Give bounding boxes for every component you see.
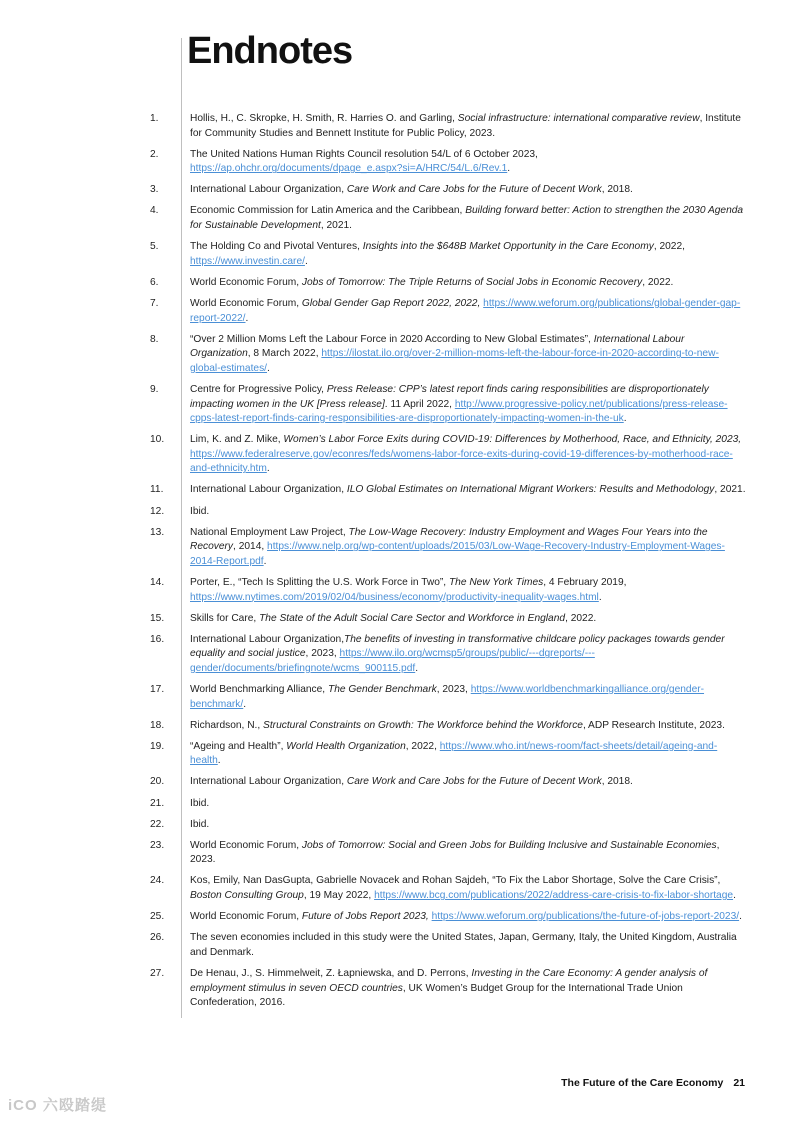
- citation-text: International Labour Organization,: [190, 633, 345, 645]
- citation-text: World Benchmarking Alliance,: [190, 684, 328, 695]
- citation-title: Social infrastructure: international comparative review: [457, 113, 700, 124]
- endnote-number: 8.: [150, 333, 159, 345]
- citation-text: International Labour Organization,: [190, 184, 347, 196]
- citation-text: .: [266, 463, 270, 475]
- citation-text: The United Nations Human Rights Council resolution 54/L of 6 October 2023,: [190, 148, 538, 160]
- endnote-item: [0, 433, 793, 477]
- citation-link[interactable]: https://www.worldbenchmarkingalliance.org/gender-benchmark/: [190, 684, 705, 710]
- endnote-text: [190, 112, 746, 141]
- citation-title: The Gender Benchmark: [327, 684, 437, 695]
- endnote-text: [190, 276, 746, 291]
- endnote-text: [190, 874, 746, 903]
- endnote-item: [0, 683, 793, 712]
- endnote-number: 19.: [150, 740, 165, 752]
- endnote-item: [0, 967, 793, 1011]
- citation-text: National Employment Law Project,: [190, 526, 349, 538]
- endnote-number: 3.: [150, 184, 159, 196]
- citation-text: De Henau, J., S. Himmelweit, Z. Łapniewska, and D. Perrons,: [190, 967, 472, 979]
- citation-title: ILO Global Estimates on International Migrant Workers: Results and Methodology: [346, 484, 715, 496]
- citation-text: World Economic Forum,: [190, 297, 302, 309]
- citation-title: Future of Jobs Report 2023,: [301, 911, 429, 923]
- endnote-item: [0, 333, 793, 377]
- citation-text: , 2023,: [305, 648, 340, 660]
- citation-text: Ibid.: [190, 505, 210, 517]
- citation-title: Boston Consulting Group: [190, 890, 304, 902]
- citation-text: World Economic Forum,: [190, 911, 302, 923]
- endnote-item: [0, 612, 793, 627]
- citation-link[interactable]: https://www.federalreserve.gov/econres/feds/womens-labor-force-exits-during-covid-19-differences-by-motherhood-race-and-ethnicity.htm: [190, 448, 733, 475]
- endnote-number: 17.: [150, 684, 165, 695]
- endnote-number: 11.: [150, 484, 164, 496]
- citation-text: , 2022,: [653, 241, 685, 253]
- endnote-text: [190, 576, 746, 605]
- endnote-item: [0, 797, 793, 812]
- endnote-text: [190, 333, 746, 377]
- citation-link[interactable]: https://www.nelp.org/wp-content/uploads/2015/03/Low-Wage-Recovery-Industry-Employment-Wages-2014-Report.pdf: [190, 541, 725, 567]
- endnote-item: [0, 297, 793, 326]
- citation-link[interactable]: https://www.who.int/news-room/fact-sheets/detail/ageing-and-health: [190, 740, 718, 767]
- endnote-number: 23.: [150, 839, 165, 851]
- citation-text: , 2018.: [601, 184, 633, 196]
- citation-title: Care Work and Care Jobs for the Future of Decent Work: [346, 184, 602, 196]
- citation-link[interactable]: https://www.weforum.org/publications/global-gender-gap-report-2022/: [190, 297, 741, 324]
- citation-title: Women’s Labor Force Exits during COVID-19: Differences by Motherhood, Race, and Ethnicity, 2023,: [283, 434, 742, 446]
- citation-title: Insights into the $648B Market Opportunity in the Care Economy: [362, 241, 654, 253]
- citation-text: .: [245, 312, 249, 324]
- citation-text: , 2023,: [436, 684, 471, 695]
- citation-title: Building forward better: Action to strengthen the 2030 Agenda for Sustainable Development: [190, 205, 744, 232]
- citation-title: International Labour Organization: [190, 333, 685, 360]
- endnote-item: [0, 383, 793, 427]
- endnote-text: [190, 204, 746, 233]
- citation-text: Ibid.: [190, 818, 210, 830]
- endnote-number: 1.: [150, 113, 159, 124]
- citation-title: Jobs of Tomorrow: Social and Green Jobs for Building Inclusive and Sustainable Economies: [301, 839, 717, 851]
- citation-link[interactable]: https://www.ilo.org/wcmsp5/groups/public/---dgreports/---gender/documents/briefingnote/wcms_900115.pdf: [190, 648, 595, 674]
- citation-text: , 2023.: [190, 839, 720, 866]
- citation-text: The seven economies included in this study were the United States, Japan, Germany, Italy, the United Kingdom, Australia and Denmark.: [190, 932, 737, 958]
- endnote-text: [190, 818, 746, 833]
- endnote-number: 26.: [150, 932, 165, 944]
- citation-text: , 8 March 2022,: [247, 348, 322, 360]
- citation-title: Jobs of Tomorrow: The Triple Returns of Social Jobs in Economic Recovery: [301, 276, 643, 288]
- endnote-text: [190, 383, 746, 427]
- citation-text: .: [304, 255, 308, 267]
- citation-text: Lim, K. and Z. Mike,: [190, 434, 284, 446]
- endnote-number: 22.: [150, 818, 165, 830]
- endnote-number: 20.: [150, 776, 165, 788]
- citation-title: The Low-Wage Recovery: Industry Employment and Wages Four Years into the Recovery: [190, 526, 708, 553]
- citation-text: World Economic Forum,: [190, 839, 302, 851]
- endnote-text: [190, 297, 746, 326]
- endnote-item: [0, 839, 793, 868]
- citation-text: The Holding Co and Pivotal Ventures,: [190, 241, 363, 253]
- footer: [561, 1077, 745, 1089]
- citation-text: Ibid.: [190, 797, 210, 809]
- citation-text: .: [507, 163, 511, 175]
- endnote-text: [190, 839, 746, 868]
- citation-text: Richardson, N.,: [190, 719, 264, 731]
- citation-text: Economic Commission for Latin America and the Caribbean,: [190, 205, 466, 217]
- endnote-number: 21.: [150, 797, 165, 809]
- watermark-logo: iCO 六殴踏缇: [8, 1097, 107, 1114]
- page-title: Endnotes: [187, 30, 353, 72]
- endnote-text: [190, 526, 746, 570]
- endnote-item: [0, 112, 793, 141]
- citation-title: Global Gender Gap Report 2022, 2022,: [301, 297, 481, 309]
- citation-text: , 2021.: [714, 484, 746, 496]
- endnote-text: [190, 483, 746, 498]
- endnote-text: [190, 719, 746, 734]
- citation-text: .: [267, 362, 270, 374]
- endnote-item: [0, 183, 793, 198]
- endnote-text: [190, 740, 746, 769]
- endnote-text: [190, 433, 746, 477]
- citation-title: Press Release: CPP’s latest report finds caring responsibilities are disproportionately impacting women in the UK [Press release]: [190, 383, 709, 410]
- citation-title: The New York Times: [448, 576, 544, 588]
- endnote-item: [0, 576, 793, 605]
- endnote-item: [0, 740, 793, 769]
- endnote-item: [0, 483, 793, 498]
- citation-text: World Economic Forum,: [190, 276, 302, 288]
- citation-title: The benefits of investing in transformative childcare policy packages towards gender equality and social justice: [190, 633, 725, 660]
- citation-text: .: [415, 662, 419, 674]
- endnote-item: [0, 505, 793, 520]
- endnote-item: [0, 874, 793, 903]
- citation-text: . 11 April 2022,: [384, 398, 455, 410]
- endnote-text: [190, 931, 746, 960]
- endnote-number: 27.: [150, 967, 165, 979]
- footer-title: The Future of the Care Economy: [561, 1077, 724, 1089]
- endnote-number: 4.: [150, 205, 159, 217]
- endnote-number: 16.: [150, 633, 165, 645]
- endnote-item: [0, 276, 793, 291]
- endnote-item: [0, 526, 793, 570]
- citation-link[interactable]: https://www.weforum.org/publications/the-future-of-jobs-report-2023/: [431, 911, 740, 923]
- citation-text: .: [263, 555, 267, 567]
- citation-text: Hollis, H., C. Skropke, H. Smith, R. Harries O. and Garling,: [190, 113, 458, 124]
- citation-text: , 2014,: [233, 541, 268, 553]
- endnote-number: 25.: [150, 911, 165, 923]
- citation-text: .: [623, 413, 627, 425]
- endnotes-list: [0, 112, 793, 1017]
- citation-title: World Health Organization: [286, 740, 406, 752]
- endnote-number: 13.: [150, 526, 165, 538]
- endnote-item: [0, 775, 793, 790]
- endnote-number: 6.: [150, 276, 159, 288]
- citation-link[interactable]: https://www.bcg.com/publications/2022/address-care-crisis-to-fix-labor-shortage: [374, 890, 734, 902]
- endnote-text: [190, 910, 746, 925]
- citation-title: Care Work and Care Jobs for the Future of Decent Work: [346, 776, 602, 788]
- citation-text: Skills for Care,: [190, 612, 260, 624]
- endnote-number: 9.: [150, 383, 159, 395]
- citation-text: .: [243, 698, 247, 710]
- citation-text: Kos, Emily, Nan DasGupta, Gabrielle Novacek and Rohan Sajdeh, “To Fix the Labor Shortage, Solve the Care Crisis”,: [190, 875, 721, 887]
- endnote-item: [0, 719, 793, 734]
- endnote-text: [190, 775, 746, 790]
- citation-text: Centre for Progressive Policy,: [190, 383, 327, 395]
- endnote-text: [190, 797, 746, 812]
- citation-text: International Labour Organization,: [190, 484, 347, 496]
- citation-text: “Over 2 Million Moms Left the Labour Force in 2020 According to New Global Estimates”,: [190, 333, 594, 345]
- endnote-number: 12.: [150, 505, 165, 517]
- endnote-number: 7.: [150, 297, 159, 309]
- page-number: 21: [733, 1077, 745, 1089]
- endnote-text: [190, 633, 746, 677]
- citation-text: , UK Women’s Budget Group for the International Trade Union Confederation, 2016.: [190, 982, 683, 1009]
- endnote-item: [0, 818, 793, 833]
- endnote-number: 5.: [150, 241, 159, 253]
- citation-text: , ADP Research Institute, 2023.: [582, 719, 725, 731]
- citation-link[interactable]: https://www.nytimes.com/2019/02/04/business/economy/productivity-inequality-wages.html: [190, 591, 599, 603]
- endnote-number: 2.: [150, 148, 159, 160]
- endnote-item: [0, 204, 793, 233]
- endnote-text: [190, 148, 746, 177]
- citation-title: Investing in the Care Economy: A gender analysis of employment stimulus in seven OECD countries: [190, 967, 708, 994]
- citation-title: The State of the Adult Social Care Sector and Workforce in England: [259, 612, 566, 624]
- endnote-item: [0, 148, 793, 177]
- endnote-number: 18.: [150, 719, 165, 731]
- endnote-item: [0, 240, 793, 269]
- citation-text: , 4 February 2019,: [543, 576, 627, 588]
- citation-text: , 2022.: [565, 612, 597, 624]
- citation-link[interactable]: https://ap.ohchr.org/documents/dpage_e.aspx?si=A/HRC/54/L.6/Rev.1: [190, 163, 508, 175]
- endnote-number: 10.: [150, 434, 165, 446]
- citation-link[interactable]: https://www.investin.care/: [190, 255, 305, 267]
- citation-text: , 2022.: [642, 276, 674, 288]
- endnote-text: [190, 612, 746, 627]
- endnote-text: [190, 240, 746, 269]
- endnote-number: 15.: [150, 612, 165, 624]
- citation-text: , 19 May 2022,: [303, 890, 375, 902]
- citation-text: International Labour Organization,: [190, 776, 347, 788]
- citation-text: , 2021.: [320, 220, 352, 232]
- endnote-item: [0, 910, 793, 925]
- endnote-text: [190, 183, 746, 198]
- citation-text: , 2018.: [601, 776, 633, 788]
- endnote-item: [0, 633, 793, 677]
- endnote-number: 14.: [150, 576, 165, 588]
- citation-text: .: [217, 755, 221, 767]
- endnote-text: [190, 683, 746, 712]
- citation-title: Structural Constraints on Growth: The Workforce behind the Workforce: [263, 719, 583, 731]
- citation-text: “Ageing and Health”,: [190, 740, 287, 752]
- citation-text: .: [733, 890, 736, 902]
- citation-link[interactable]: http://www.progressive-policy.net/publications/press-release-cpps-latest-report-finds-caring-responsibilities-are-disproportionately-impacting-women-in-the-uk: [190, 398, 728, 425]
- citation-text: .: [598, 591, 602, 603]
- citation-text: .: [739, 911, 742, 923]
- endnote-text: [190, 505, 746, 520]
- endnote-number: 24.: [150, 875, 165, 887]
- endnote-item: [0, 931, 793, 960]
- citation-text: Porter, E., “Tech Is Splitting the U.S. Work Force in Two”,: [190, 576, 449, 588]
- endnote-text: [190, 967, 746, 1011]
- citation-text: , Institute for Community Studies and Bennett Institute for Public Policy, 2023.: [190, 113, 741, 139]
- citation-text: , 2022,: [405, 740, 440, 752]
- citation-link[interactable]: https://ilostat.ilo.org/over-2-million-moms-left-the-labour-force-in-2020-according-to-new-global-estimates/: [190, 348, 719, 374]
